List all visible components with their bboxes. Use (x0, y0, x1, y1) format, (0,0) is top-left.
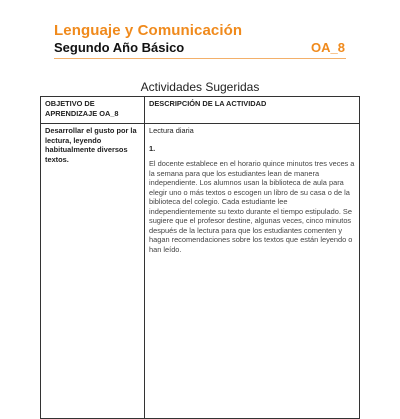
objective-cell: Desarrollar el gusto por la lectura, leyendo habitualmente diversos textos. (41, 124, 145, 419)
section-title: Actividades Sugeridas (140, 80, 260, 94)
table-row (41, 124, 360, 419)
table-header-row (41, 97, 360, 124)
description-column-header: DESCRIPCIÓN DE LA ACTIVIDAD (145, 97, 360, 124)
subject-title: Lenguaje y Comunicación (54, 22, 243, 39)
activity-title: Lectura diaria (149, 126, 194, 135)
header-divider (54, 58, 346, 59)
activity-description: El docente establece en el horario quince minutos tres veces a la semana para que los estudiantes lean de manera independiente. Los alumnos usan la biblioteca de aula para elegir uno o más textos o escogen un libro de su casa o de la biblioteca del colegio. Cada estudiante lee independientemente su texto durante el tiempo estipulado. Se sugiere que el profesor destine, algunas veces, cinco minutos después de la lectura para que los estudiantes comenten y hagan recomendaciones sobre los textos que están leyendo o han leído. (149, 159, 355, 254)
grade-subtitle: Segundo Año Básico (54, 40, 185, 55)
activity-number: 1. (149, 143, 156, 153)
objective-code: OA_8 (311, 40, 345, 55)
objective-column-header: OBJETIVO DE APRENDIZAJE OA_8 (41, 97, 145, 124)
activities-table (40, 96, 360, 419)
description-cell (145, 124, 360, 419)
